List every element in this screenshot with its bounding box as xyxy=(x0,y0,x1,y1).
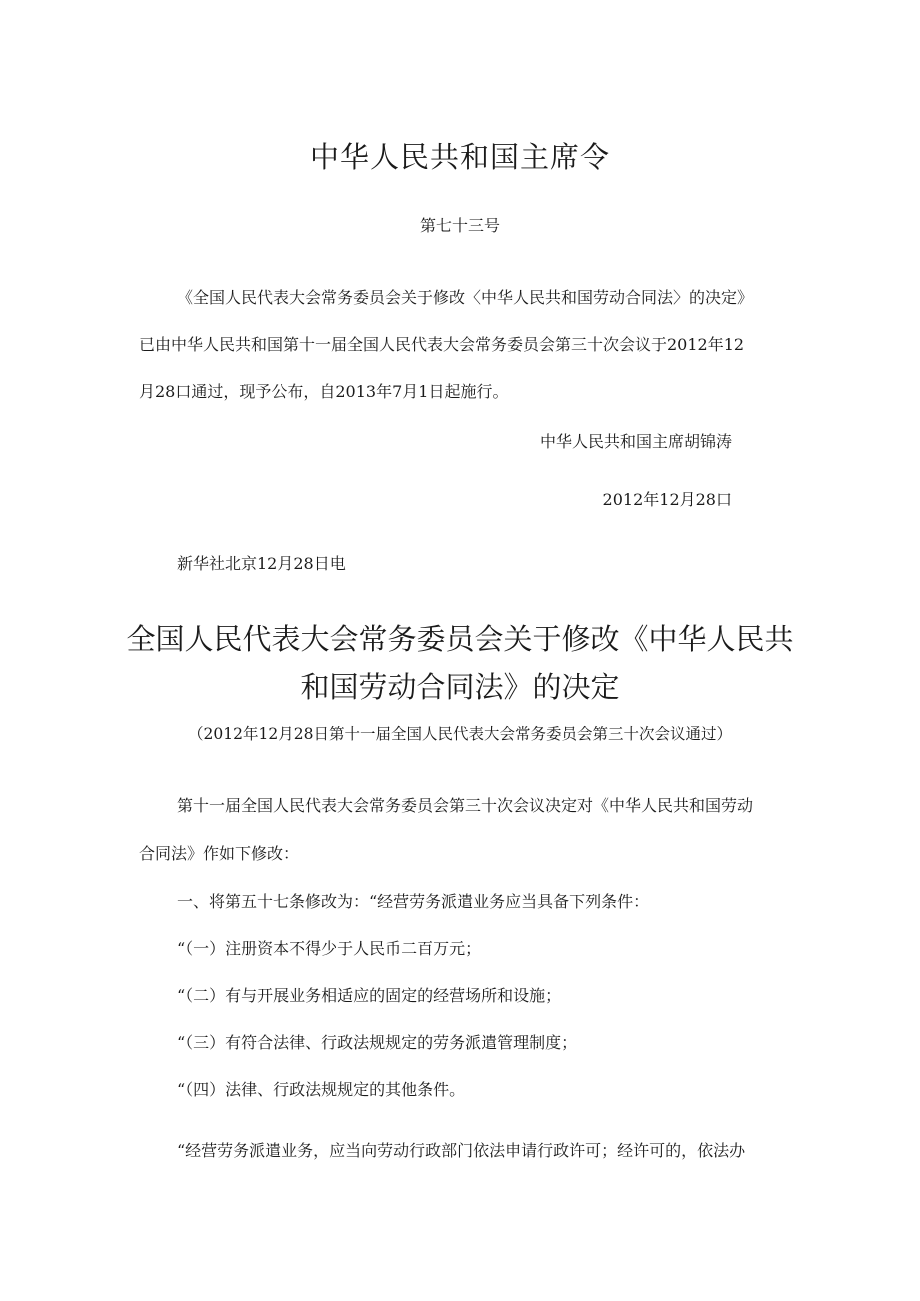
decision-intro-line-2: 合同法》作如下修改： xyxy=(139,844,300,863)
news-dateline: 新华社北京12月28日电 xyxy=(177,554,346,573)
order-paragraph-line-2: 已由中华人民共和国第十一届全国人民代表大会常务委员会第三十次会议于2012年12 xyxy=(139,335,745,354)
order-paragraph-line-3: 月28口通过，现予公布，自2013年7月1日起施行。 xyxy=(139,382,509,401)
order-paragraph-line-1: 《全国人民代表大会常务委员会关于修改〈中华人民共和国劳动合同法〉的决定》 xyxy=(177,288,754,307)
decision-intro-line-1: 第十一届全国人民代表大会常务委员会第三十次会议决定对《中华人民共和国劳动 xyxy=(177,796,754,815)
amendment-item-1: 一、将第五十七条修改为：“经营劳务派遣业务应当具备下列条件： xyxy=(177,892,650,911)
decision-title-line-1: 全国人民代表大会常务委员会关于修改《中华人民共 xyxy=(126,622,794,656)
order-title: 中华人民共和国主席令 xyxy=(309,140,610,174)
signing-date: 2012年12月28口 xyxy=(602,490,732,509)
condition-3: “（三）有符合法律、行政法规规定的劳务派遣管理制度； xyxy=(177,1033,578,1052)
order-number: 第七十三号 xyxy=(419,216,500,235)
decision-title-line-2: 和国劳动合同法》的决定 xyxy=(300,670,620,704)
signature: 中华人民共和国主席胡锦涛 xyxy=(539,432,732,451)
decision-adoption-note: （2012年12月28日第十一届全国人民代表大会常务委员会第三十次会议通过） xyxy=(188,725,732,743)
condition-1: “（一）注册资本不得少于人民币二百万元； xyxy=(177,939,482,958)
condition-2: “（二）有与开展业务相适应的固定的经营场所和设施； xyxy=(177,986,562,1005)
licensing-paragraph-line: “经营劳务派遣业务，应当向劳动行政部门依法申请行政许可；经许可的，依法办 xyxy=(177,1141,746,1160)
condition-4: “（四）法律、行政法规规定的其他条件。 xyxy=(177,1080,466,1099)
